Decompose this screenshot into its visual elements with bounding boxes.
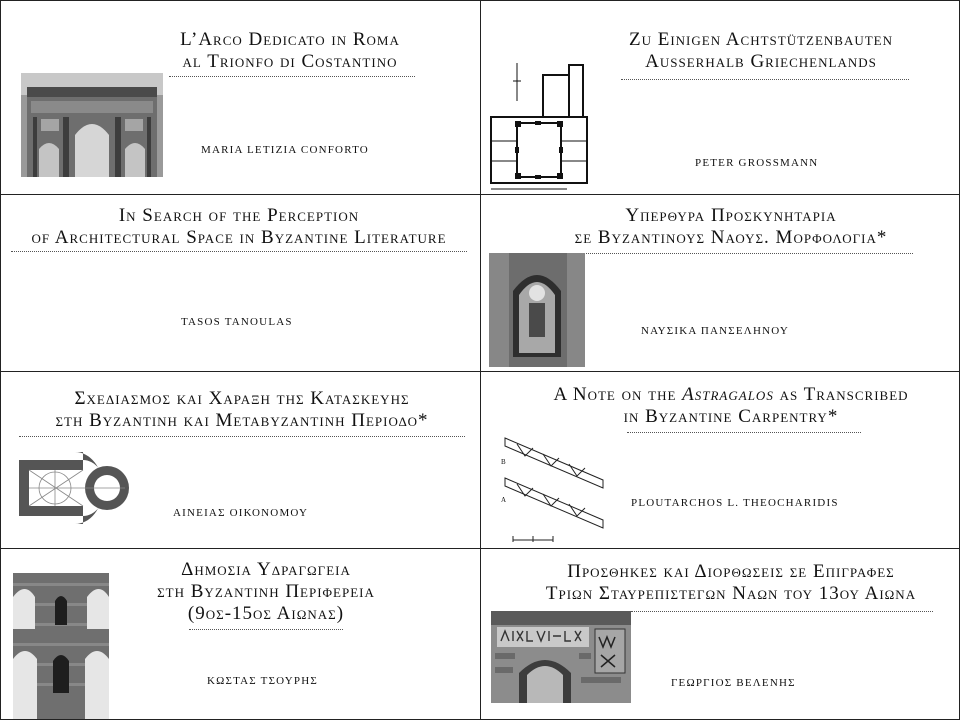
- article-author: PLOUTARCHOS L. THEOCHARIDIS: [631, 497, 839, 509]
- article-title: [163, 29, 417, 73]
- article-card-proskynitaria[interactable]: [480, 194, 960, 372]
- title-line: Τριων Σταυρεπιστεγων Ναων του 13ου Αιωνα: [545, 583, 917, 604]
- article-title: [121, 559, 411, 625]
- article-title: [7, 388, 477, 432]
- article-card-epigrafes[interactable]: [480, 548, 960, 720]
- aqueduct-photo: [13, 573, 109, 719]
- church-plan-drawing: [15, 444, 131, 528]
- icon-niche-photo: [489, 253, 585, 367]
- title-line: στη Βυζαντινη Περιφερεια: [157, 581, 375, 602]
- figure-label-a: A: [501, 496, 507, 504]
- title-divider: [621, 79, 909, 80]
- article-title: [511, 561, 951, 605]
- article-title: [521, 205, 941, 249]
- article-author: PETER GROSSMANN: [695, 157, 819, 169]
- article-author: ΑΙΝΕΙΑΣ ΟΙΚΟΝΟΜΟΥ: [173, 507, 309, 519]
- title-line: al Trionfo di Costantino: [182, 51, 398, 72]
- article-author: MARIA LETIZIA CONFORTO: [201, 144, 369, 156]
- title-line: Δημοσια Υδραγωγεια: [181, 559, 351, 580]
- title-divider: [631, 611, 933, 612]
- article-card-arco[interactable]: [0, 0, 481, 195]
- article-author: TASOS TANOULAS: [181, 316, 293, 328]
- title-line: in Byzantine Carpentry*: [623, 406, 839, 427]
- title-line: σε Βυζαντινους Ναους. Μορφολογια*: [574, 227, 888, 248]
- article-card-ydragogeia[interactable]: [0, 548, 481, 720]
- article-title: [1, 205, 477, 249]
- title-divider: [627, 432, 861, 433]
- arch-photo: [21, 73, 163, 177]
- title-line: of Architectural Space in Byzantine Literature: [31, 227, 447, 248]
- article-title: [521, 384, 941, 428]
- article-author: ΓΕΩΡΓΙΟΣ ΒΕΛΕΝΗΣ: [671, 677, 796, 689]
- title-line: στη Βυζαντινη και Μεταβυζαντινη Περιοδο*: [55, 410, 429, 431]
- article-card-schediasmos[interactable]: [0, 371, 481, 549]
- title-italic-term: Astragalos: [682, 384, 774, 405]
- article-card-astragalos[interactable]: [480, 371, 960, 549]
- article-card-perception[interactable]: [0, 194, 481, 372]
- title-divider: [189, 629, 343, 630]
- figure-label-b: B: [501, 458, 506, 466]
- title-divider: [19, 436, 465, 437]
- floor-plan-drawing: [487, 61, 591, 193]
- carpentry-drawing: [499, 434, 609, 546]
- title-line: (9ος-15ος Αιωνας): [187, 603, 345, 624]
- title-divider: [11, 251, 467, 252]
- title-line: Zu Einigen Achtstützenbauten: [628, 29, 894, 50]
- title-divider: [533, 253, 913, 254]
- title-line: Σχεδιασμος και Χαραξη της Κατασκευης: [74, 388, 410, 409]
- title-divider: [169, 76, 415, 77]
- inscription-photo: [491, 611, 631, 703]
- title-line: Υπερθυρα Προσκυνηταρια: [625, 205, 837, 226]
- title-line: Προσθηκες και Διορθωσεις σε Επιγραφες: [567, 561, 895, 582]
- article-card-achtstuetzenbauten[interactable]: [480, 0, 960, 195]
- title-line: L’Arco Dedicato in Roma: [180, 29, 400, 50]
- article-author: ΝΑΥΣΙΚΑ ΠΑΝΣΕΛΗΝΟΥ: [641, 325, 790, 337]
- title-line: [521, 384, 941, 406]
- title-line: In Search of the Perception: [118, 205, 360, 226]
- title-segment: A Note on the: [553, 384, 683, 405]
- title-line: Ausserhalb Griechenlands: [645, 51, 877, 72]
- title-segment: as Transcribed: [773, 384, 909, 405]
- article-title: [581, 29, 941, 73]
- article-author: ΚΩΣΤΑΣ ΤΣΟΥΡΗΣ: [207, 675, 318, 687]
